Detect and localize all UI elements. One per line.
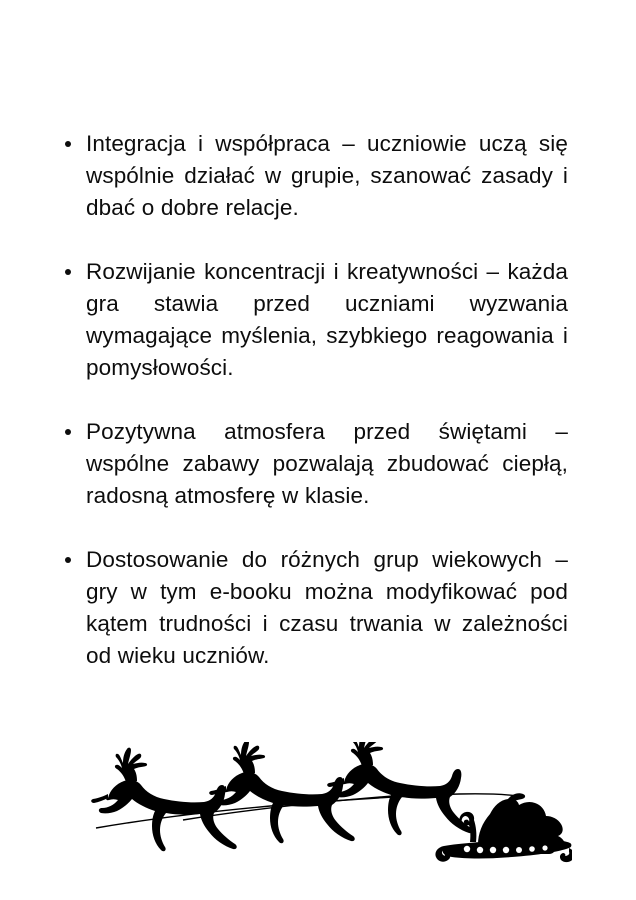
- benefits-bullet-list: [62, 128, 568, 672]
- bullet-text: Rozwijanie koncentracji i kreatywności – każda gra stawia przed uczniami wyzwania wymagające myślenia, szybkiego reagowania i pomysłowości.: [86, 259, 568, 380]
- reindeer: [91, 748, 237, 852]
- list-item: [62, 416, 568, 512]
- reindeer: [327, 742, 473, 835]
- reindeer: [209, 742, 355, 843]
- reindeer-group: [91, 742, 473, 851]
- bullet-content-block: [62, 128, 568, 672]
- bullet-text: Pozytywna atmosfera przed świętami – wspólne zabawy pozwalają zbudować ciepłą, radosną atmosferę w klasie.: [86, 419, 568, 508]
- sleigh-with-santa: [435, 793, 572, 862]
- list-item: [62, 256, 568, 384]
- bullet-text: Integracja i współpraca – uczniowie uczą się wspólnie działać w grupie, szanować zasady i dbać o dobre relacje.: [86, 131, 568, 220]
- list-item: [62, 544, 568, 672]
- bullet-text: Dostosowanie do różnych grup wiekowych – gry w tym e-booku można modyfikować pod kątem trudności i czasu trwania w zależności od wieku uczniów.: [86, 547, 568, 668]
- list-item: [62, 128, 568, 224]
- santa-sleigh-reindeer-illustration: [88, 742, 572, 882]
